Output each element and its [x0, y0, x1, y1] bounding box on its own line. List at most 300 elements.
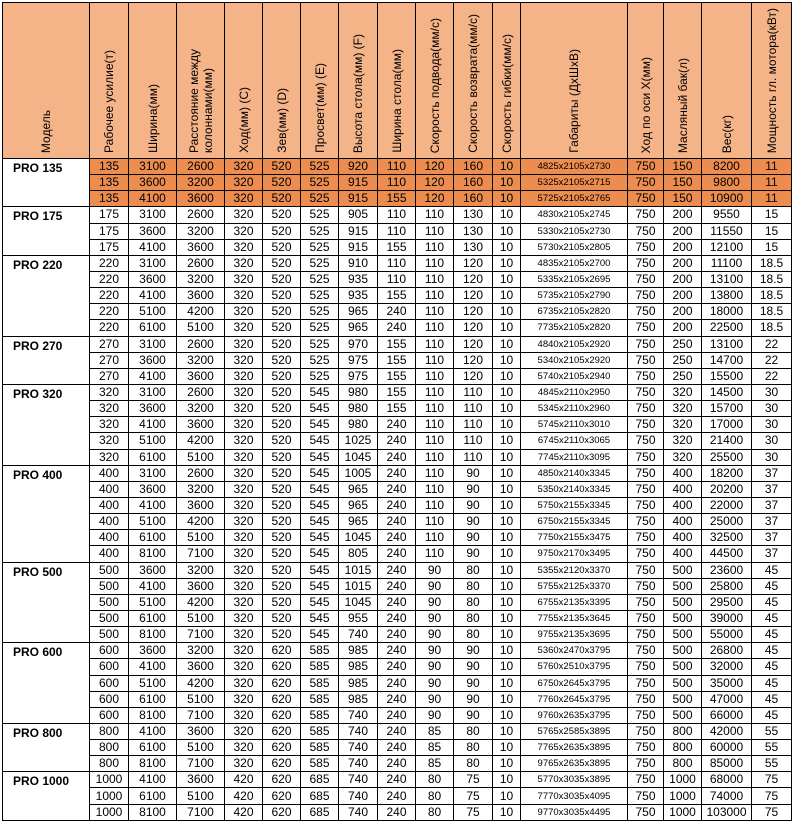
table-cell: 520: [263, 384, 301, 400]
col-header-table-width: Ширина стола(мм): [378, 3, 416, 159]
table-cell: 10: [493, 514, 521, 530]
table-row: [3, 804, 792, 820]
table-cell: 2600: [177, 207, 225, 223]
table-row: [3, 417, 792, 433]
table-cell: 90: [454, 707, 493, 723]
table-cell: 520: [263, 304, 301, 320]
table-cell: 10: [493, 562, 521, 578]
table-cell: 150: [664, 191, 702, 207]
table-cell: 525: [301, 288, 339, 304]
model-cell: PRO 500: [3, 562, 90, 643]
table-cell: 500: [664, 578, 702, 594]
table-cell: 6100: [129, 530, 177, 546]
table-cell: 80: [454, 578, 493, 594]
table-cell: 90: [454, 675, 493, 691]
table-cell: 520: [263, 401, 301, 417]
table-cell: 750: [628, 384, 664, 400]
table-cell: 11: [752, 159, 792, 175]
table-cell: 22500: [702, 320, 752, 336]
model-cell: PRO 320: [3, 384, 90, 465]
table-row: [3, 497, 792, 513]
table-cell: 7755x2135x3645: [521, 610, 628, 626]
table-row: [3, 643, 792, 659]
table-cell: 13100: [702, 271, 752, 287]
table-cell: 37: [752, 546, 792, 562]
table-cell: 130: [454, 239, 493, 255]
col-header-column-distance: Расстояние между колоннами(мм): [177, 3, 225, 159]
table-cell: 5725x2105x2765: [521, 191, 628, 207]
table-cell: 22000: [702, 497, 752, 513]
table-cell: 85: [416, 740, 454, 756]
table-cell: 320: [225, 627, 263, 643]
table-cell: 75: [454, 788, 493, 804]
table-cell: 520: [263, 320, 301, 336]
table-cell: 26800: [702, 643, 752, 659]
table-cell: 240: [378, 707, 416, 723]
table-cell: 85: [416, 723, 454, 739]
table-cell: 200: [664, 271, 702, 287]
table-cell: 400: [664, 546, 702, 562]
table-cell: 10: [493, 804, 521, 820]
table-cell: 980: [339, 417, 378, 433]
table-cell: 9750x2170x3495: [521, 546, 628, 562]
table-cell: 15500: [702, 368, 752, 384]
table-cell: 400: [664, 514, 702, 530]
table-cell: 4200: [177, 514, 225, 530]
table-cell: 103000: [702, 804, 752, 820]
table-cell: 525: [301, 320, 339, 336]
col-header-motor-power: Мощность гл. мотора(кВт): [752, 3, 792, 159]
table-cell: 420: [225, 772, 263, 788]
table-cell: 270: [90, 352, 129, 368]
table-cell: 740: [339, 804, 378, 820]
table-cell: 7745x2110x3095: [521, 449, 628, 465]
table-cell: 5765x2585x3895: [521, 723, 628, 739]
table-cell: 520: [263, 578, 301, 594]
table-cell: 750: [628, 175, 664, 191]
table-cell: 585: [301, 659, 339, 675]
table-cell: 545: [301, 417, 339, 433]
table-row: [3, 514, 792, 530]
table-cell: 10: [493, 271, 521, 287]
table-cell: 55: [752, 723, 792, 739]
table-cell: 400: [664, 530, 702, 546]
table-cell: 620: [263, 788, 301, 804]
table-cell: 585: [301, 643, 339, 659]
table-cell: 320: [225, 610, 263, 626]
table-cell: 500: [664, 610, 702, 626]
table-cell: 920: [339, 159, 378, 175]
table-cell: 175: [90, 239, 129, 255]
table-cell: 320: [225, 336, 263, 352]
table-cell: 750: [628, 530, 664, 546]
table-row: [3, 304, 792, 320]
table-cell: 10: [493, 756, 521, 772]
table-cell: 685: [301, 788, 339, 804]
table-cell: 20200: [702, 481, 752, 497]
table-cell: 75: [752, 804, 792, 820]
table-row: [3, 578, 792, 594]
table-cell: 685: [301, 772, 339, 788]
table-cell: 750: [628, 191, 664, 207]
table-cell: 545: [301, 497, 339, 513]
model-cell: PRO 800: [3, 723, 90, 771]
table-cell: 3200: [177, 352, 225, 368]
table-cell: 620: [263, 740, 301, 756]
table-cell: 240: [378, 417, 416, 433]
table-cell: 5770x3035x3895: [521, 772, 628, 788]
table-cell: 80: [416, 804, 454, 820]
table-cell: 320: [225, 384, 263, 400]
table-cell: 520: [263, 239, 301, 255]
table-cell: 965: [339, 481, 378, 497]
table-cell: 545: [301, 384, 339, 400]
table-cell: 685: [301, 804, 339, 820]
table-cell: 400: [664, 465, 702, 481]
table-cell: 1000: [664, 804, 702, 820]
table-cell: 240: [378, 594, 416, 610]
col-header-return-speed: Скорость возврата(мм/с): [454, 3, 493, 159]
table-cell: 7760x2645x3795: [521, 691, 628, 707]
table-cell: 9765x2635x3895: [521, 756, 628, 772]
table-cell: 240: [378, 562, 416, 578]
table-cell: 520: [263, 433, 301, 449]
table-row: [3, 610, 792, 626]
table-cell: 980: [339, 384, 378, 400]
table-cell: 200: [664, 255, 702, 271]
table-cell: 915: [339, 191, 378, 207]
table-cell: 585: [301, 740, 339, 756]
table-cell: 6100: [129, 610, 177, 626]
table-cell: 30: [752, 401, 792, 417]
table-cell: 3200: [177, 223, 225, 239]
table-cell: 525: [301, 175, 339, 191]
table-cell: 45: [752, 707, 792, 723]
table-cell: 320: [225, 756, 263, 772]
table-row: [3, 191, 792, 207]
table-cell: 7750x2155x3475: [521, 530, 628, 546]
table-cell: 4100: [129, 239, 177, 255]
table-cell: 520: [263, 159, 301, 175]
table-cell: 110: [378, 223, 416, 239]
table-cell: 320: [225, 740, 263, 756]
table-cell: 500: [90, 627, 129, 643]
table-cell: 750: [628, 627, 664, 643]
table-cell: 9770x3035x4495: [521, 804, 628, 820]
table-cell: 120: [454, 288, 493, 304]
table-cell: 320: [225, 578, 263, 594]
table-cell: 110: [454, 417, 493, 433]
table-cell: 175: [90, 207, 129, 223]
table-body: [3, 159, 792, 821]
table-cell: 110: [378, 159, 416, 175]
table-cell: 585: [301, 756, 339, 772]
table-cell: 750: [628, 465, 664, 481]
table-cell: 320: [90, 384, 129, 400]
table-cell: 15700: [702, 401, 752, 417]
table-cell: 4840x2105x2920: [521, 336, 628, 352]
table-cell: 400: [664, 497, 702, 513]
table-cell: 90: [416, 643, 454, 659]
table-cell: 220: [90, 320, 129, 336]
table-cell: 11: [752, 191, 792, 207]
table-cell: 120: [454, 304, 493, 320]
table-cell: 35000: [702, 675, 752, 691]
table-cell: 525: [301, 255, 339, 271]
table-cell: 155: [378, 191, 416, 207]
table-cell: 3600: [177, 417, 225, 433]
table-cell: 915: [339, 175, 378, 191]
table-cell: 5100: [177, 320, 225, 336]
table-cell: 10: [493, 643, 521, 659]
table-cell: 10: [493, 465, 521, 481]
table-cell: 320: [664, 433, 702, 449]
table-cell: 3600: [129, 352, 177, 368]
table-cell: 600: [90, 691, 129, 707]
table-cell: 750: [628, 449, 664, 465]
table-cell: 22: [752, 336, 792, 352]
table-row: [3, 352, 792, 368]
table-cell: 4100: [129, 497, 177, 513]
col-header-daylight: Просвет(мм) (E): [301, 3, 339, 159]
table-cell: 120: [416, 191, 454, 207]
table-cell: 200: [664, 207, 702, 223]
table-cell: 3600: [177, 497, 225, 513]
table-cell: 965: [339, 320, 378, 336]
table-cell: 600: [90, 675, 129, 691]
table-cell: 240: [378, 481, 416, 497]
table-cell: 6750x2155x3345: [521, 514, 628, 530]
table-cell: 7100: [177, 804, 225, 820]
table-cell: 135: [90, 191, 129, 207]
table-cell: 935: [339, 288, 378, 304]
table-row: [3, 675, 792, 691]
table-cell: 520: [263, 207, 301, 223]
table-cell: 120: [454, 255, 493, 271]
table-cell: 37: [752, 514, 792, 530]
table-row: [3, 788, 792, 804]
table-row: [3, 384, 792, 400]
col-header-approach-speed: Скорость подвода(мм/с): [416, 3, 454, 159]
table-cell: 80: [454, 627, 493, 643]
table-cell: 110: [416, 530, 454, 546]
table-cell: 520: [263, 514, 301, 530]
table-cell: 8100: [129, 707, 177, 723]
table-cell: 750: [628, 562, 664, 578]
table-cell: 740: [339, 788, 378, 804]
table-cell: 320: [225, 530, 263, 546]
table-row: [3, 481, 792, 497]
table-cell: 4100: [129, 368, 177, 384]
table-cell: 750: [628, 740, 664, 756]
table-cell: 10: [493, 740, 521, 756]
table-cell: 320: [664, 449, 702, 465]
table-cell: 750: [628, 497, 664, 513]
table-cell: 545: [301, 449, 339, 465]
table-cell: 600: [90, 707, 129, 723]
table-cell: 21400: [702, 433, 752, 449]
table-cell: 3100: [129, 336, 177, 352]
table-cell: 110: [378, 271, 416, 287]
table-cell: 68000: [702, 772, 752, 788]
table-cell: 110: [416, 497, 454, 513]
table-cell: 320: [90, 449, 129, 465]
table-cell: 110: [416, 288, 454, 304]
table-cell: 39000: [702, 610, 752, 626]
table-cell: 7765x2635x3895: [521, 740, 628, 756]
table-cell: 585: [301, 675, 339, 691]
table-cell: 8100: [129, 627, 177, 643]
table-cell: 545: [301, 610, 339, 626]
table-cell: 5100: [129, 675, 177, 691]
table-cell: 5735x2105x2790: [521, 288, 628, 304]
col-header-weight: Вес(кг): [702, 3, 752, 159]
model-cell: PRO 220: [3, 255, 90, 336]
table-cell: 175: [90, 223, 129, 239]
table-cell: 10: [493, 481, 521, 497]
table-row: [3, 401, 792, 417]
model-cell: PRO 175: [3, 207, 90, 255]
table-cell: 6100: [129, 691, 177, 707]
table-cell: 320: [225, 723, 263, 739]
table-cell: 320: [225, 481, 263, 497]
table-cell: 320: [225, 659, 263, 675]
table-cell: 5100: [177, 449, 225, 465]
table-cell: 400: [90, 497, 129, 513]
table-cell: 3100: [129, 255, 177, 271]
table-cell: 45: [752, 643, 792, 659]
table-cell: 915: [339, 223, 378, 239]
table-cell: 10: [493, 788, 521, 804]
table-cell: 500: [90, 562, 129, 578]
table-cell: 3600: [177, 723, 225, 739]
table-cell: 5325x2105x2715: [521, 175, 628, 191]
table-cell: 7735x2105x2820: [521, 320, 628, 336]
table-cell: 200: [664, 239, 702, 255]
table-cell: 800: [90, 723, 129, 739]
table-cell: 90: [416, 691, 454, 707]
table-cell: 110: [454, 384, 493, 400]
table-cell: 4100: [129, 578, 177, 594]
table-cell: 320: [225, 175, 263, 191]
table-cell: 110: [416, 401, 454, 417]
table-cell: 7100: [177, 756, 225, 772]
col-header-stroke: Ход(мм) (C): [225, 3, 263, 159]
table-cell: 18.5: [752, 255, 792, 271]
table-cell: 15: [752, 239, 792, 255]
table-cell: 320: [225, 352, 263, 368]
table-cell: 585: [301, 691, 339, 707]
table-row: [3, 562, 792, 578]
table-cell: 10: [493, 433, 521, 449]
table-cell: 6745x2110x3065: [521, 433, 628, 449]
table-cell: 420: [225, 804, 263, 820]
table-cell: 25800: [702, 578, 752, 594]
table-cell: 620: [263, 659, 301, 675]
table-cell: 10: [493, 255, 521, 271]
model-cell: PRO 135: [3, 159, 90, 207]
table-cell: 80: [454, 562, 493, 578]
table-cell: 905: [339, 207, 378, 223]
table-cell: 200: [664, 304, 702, 320]
table-cell: 80: [454, 594, 493, 610]
table-cell: 620: [263, 723, 301, 739]
table-cell: 55: [752, 756, 792, 772]
table-cell: 8100: [129, 756, 177, 772]
table-cell: 240: [378, 320, 416, 336]
table-cell: 155: [378, 368, 416, 384]
table-cell: 750: [628, 707, 664, 723]
table-cell: 5100: [129, 433, 177, 449]
table-cell: 545: [301, 433, 339, 449]
table-cell: 240: [378, 723, 416, 739]
table-cell: 12100: [702, 239, 752, 255]
table-cell: 750: [628, 723, 664, 739]
table-row: [3, 255, 792, 271]
table-cell: 10: [493, 497, 521, 513]
table-cell: 4200: [177, 304, 225, 320]
table-cell: 240: [378, 675, 416, 691]
table-cell: 240: [378, 514, 416, 530]
table-cell: 5100: [177, 530, 225, 546]
table-cell: 5730x2105x2805: [521, 239, 628, 255]
table-cell: 5350x2140x3345: [521, 481, 628, 497]
table-cell: 110: [416, 255, 454, 271]
table-row: [3, 159, 792, 175]
table-cell: 6100: [129, 740, 177, 756]
table-cell: 320: [664, 401, 702, 417]
table-cell: 110: [416, 417, 454, 433]
table-cell: 320: [225, 691, 263, 707]
table-cell: 545: [301, 401, 339, 417]
table-cell: 120: [454, 320, 493, 336]
table-cell: 750: [628, 223, 664, 239]
table-cell: 400: [90, 465, 129, 481]
table-cell: 5100: [177, 740, 225, 756]
table-cell: 800: [664, 740, 702, 756]
table-cell: 10: [493, 691, 521, 707]
table-cell: 240: [378, 804, 416, 820]
table-cell: 2600: [177, 255, 225, 271]
table-cell: 750: [628, 610, 664, 626]
table-row: [3, 320, 792, 336]
table-cell: 320: [225, 514, 263, 530]
table-cell: 29500: [702, 594, 752, 610]
table-cell: 110: [416, 320, 454, 336]
table-cell: 18000: [702, 304, 752, 320]
table-cell: 3600: [177, 659, 225, 675]
table-cell: 37: [752, 497, 792, 513]
table-cell: 525: [301, 239, 339, 255]
table-cell: 750: [628, 675, 664, 691]
table-cell: 620: [263, 643, 301, 659]
table-cell: 110: [416, 271, 454, 287]
table-row: [3, 239, 792, 255]
table-cell: 240: [378, 304, 416, 320]
table-cell: 80: [454, 723, 493, 739]
table-cell: 1000: [664, 788, 702, 804]
table-cell: 10: [493, 449, 521, 465]
table-cell: 11: [752, 175, 792, 191]
table-cell: 80: [454, 610, 493, 626]
table-cell: 110: [416, 239, 454, 255]
table-cell: 150: [664, 159, 702, 175]
table-cell: 320: [225, 288, 263, 304]
table-cell: 4200: [177, 594, 225, 610]
table-cell: 500: [664, 562, 702, 578]
table-cell: 320: [225, 546, 263, 562]
table-cell: 525: [301, 271, 339, 287]
